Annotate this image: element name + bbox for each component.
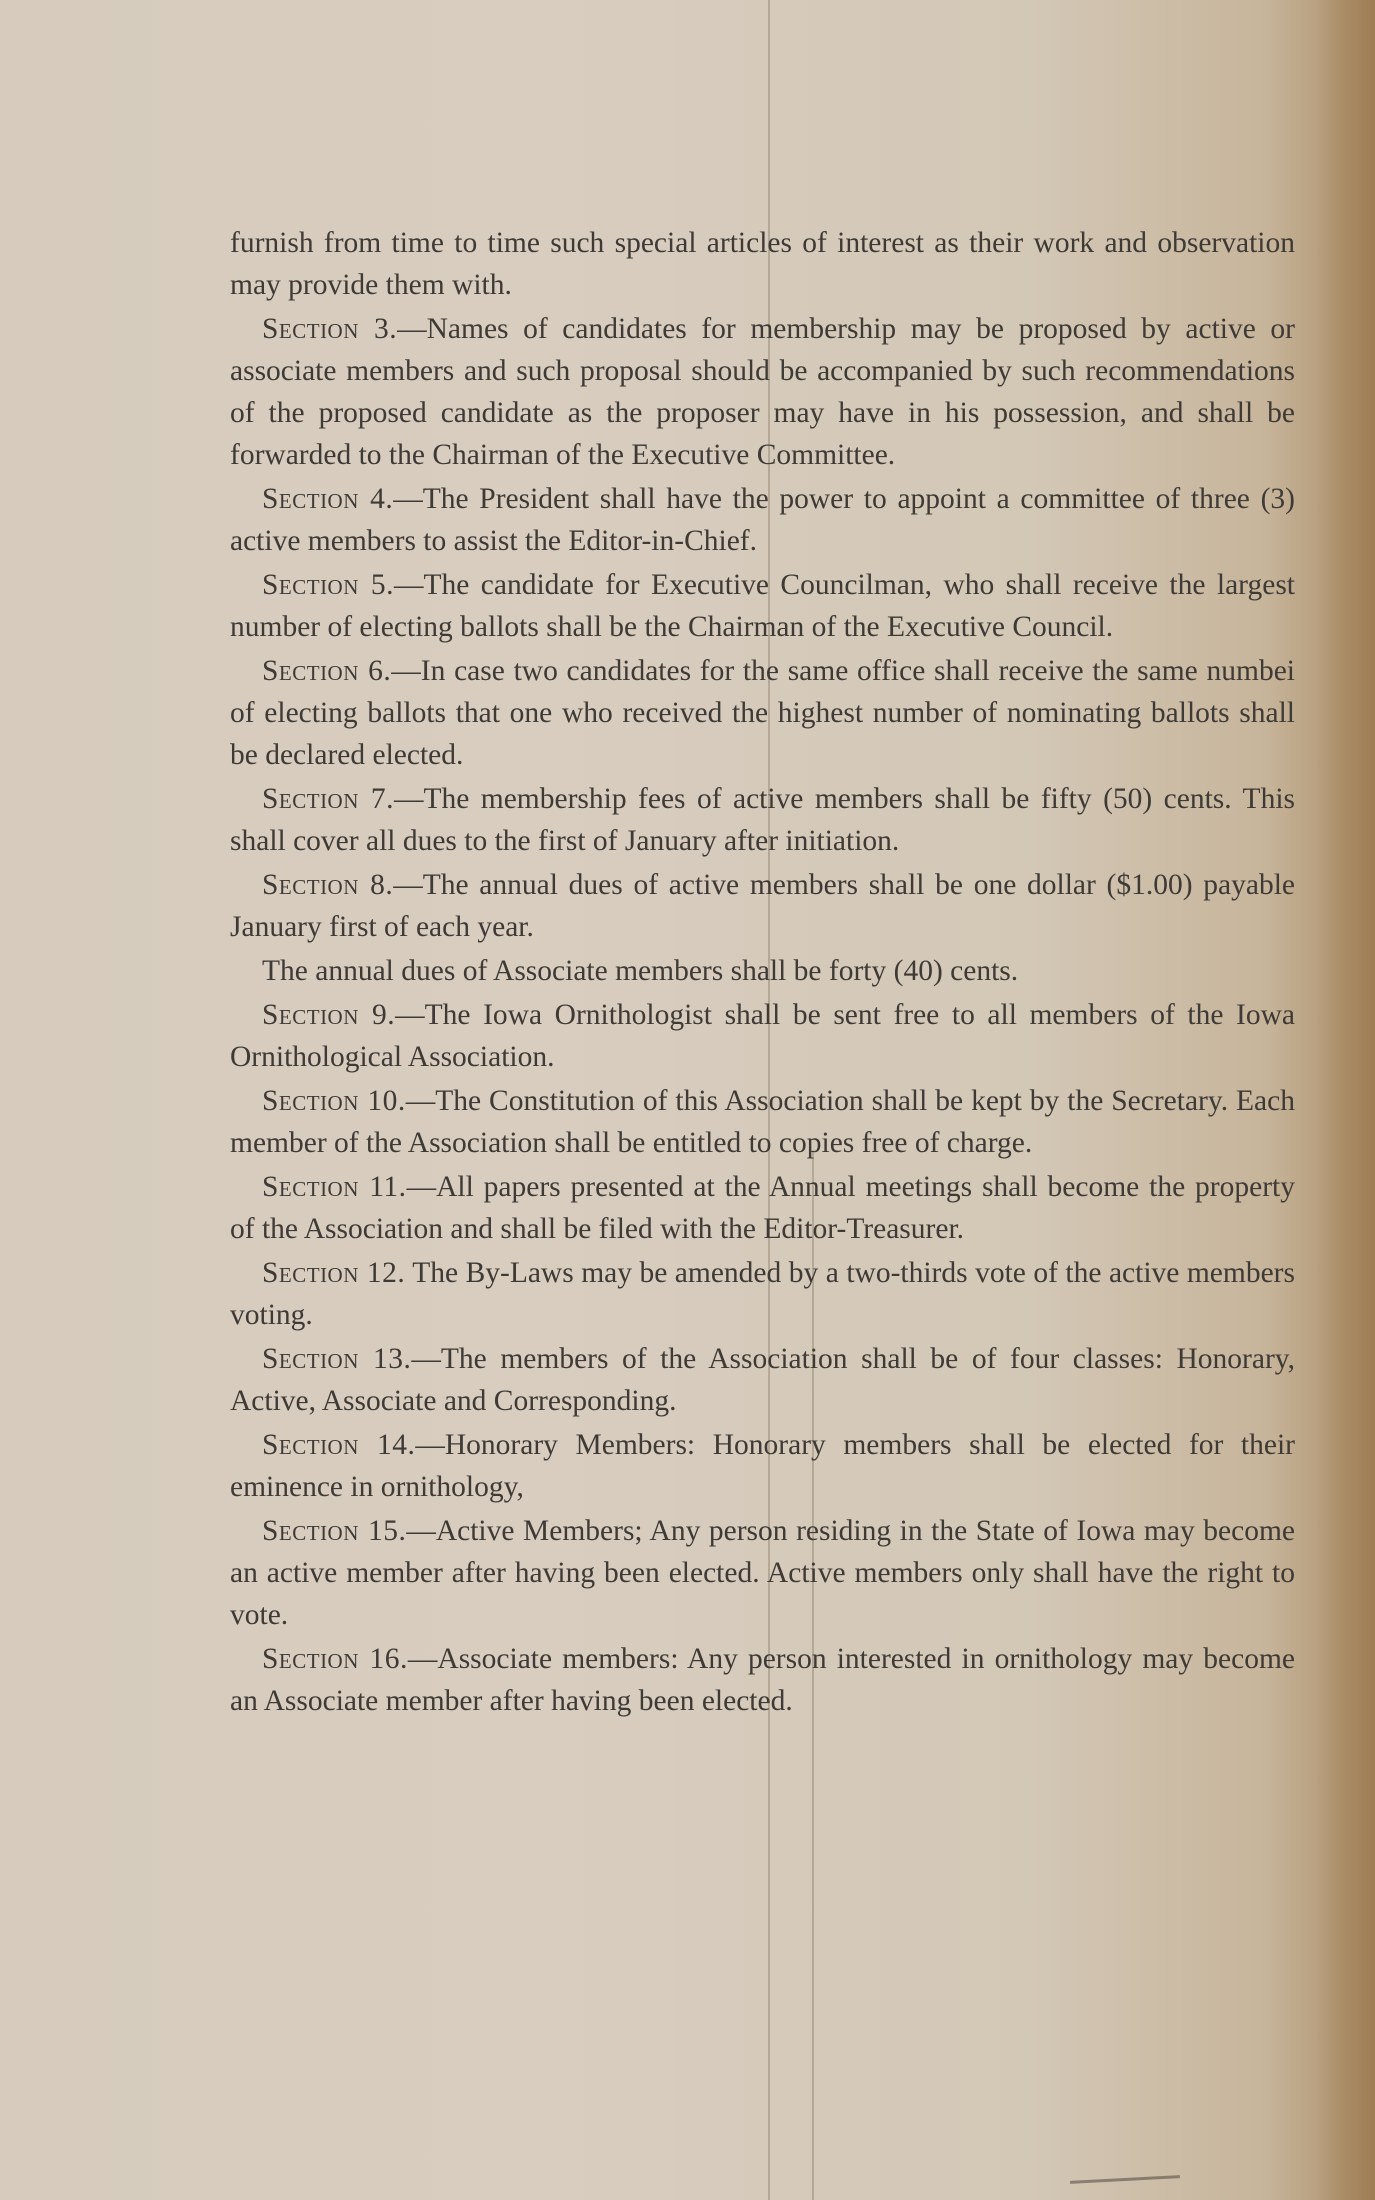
- paragraph-section-14: [230, 1424, 1295, 1508]
- section-heading: Section 3.: [262, 313, 398, 345]
- section-text: —Active Members; Any person residing in the State of Iowa may become an active member after having been elected. Active members only shall have the right to vote.: [230, 1515, 1295, 1631]
- section-heading: Section 12.: [262, 1257, 406, 1289]
- bylaws-text: [230, 222, 1295, 1722]
- section-heading: Section 14.: [262, 1429, 416, 1461]
- section-text: —The Iowa Ornithologist shall be sent free to all members of the Iowa Ornithological Association.: [230, 999, 1295, 1073]
- section-heading: Section 4.: [262, 483, 394, 515]
- section-text: —All papers presented at the Annual meetings shall become the property of the Association and shall be filed with the Editor-Treasurer.: [230, 1171, 1295, 1245]
- section-heading: Section 16.: [262, 1643, 408, 1675]
- paragraph-section-9: [230, 994, 1295, 1078]
- paragraph-section-3: [230, 308, 1295, 476]
- section-text: —In case two candidates for the same office shall receive the same numbei of electing ballots that one who received the highest number of nominating ballots shall be declared elected.: [230, 655, 1295, 771]
- section-heading: Section 13.: [262, 1343, 412, 1375]
- paragraph-associate-dues: [230, 950, 1295, 992]
- section-text: The By-Laws may be amended by a two-thirds vote of the active members voting.: [230, 1257, 1295, 1331]
- paragraph-continuation: furnish from time to time such special articles of interest as their work and observation may provide them with.: [230, 227, 1295, 301]
- section-text: —The President shall have the power to appoint a committee of three (3) active members to assist the Editor-in-Chief.: [230, 483, 1295, 557]
- paragraph-section-16: [230, 1638, 1295, 1722]
- section-text: —Honorary Members: Honorary members shall be elected for their eminence in ornithology,: [230, 1429, 1295, 1503]
- paragraph-section-5: [230, 564, 1295, 648]
- section-heading: Section 11.: [262, 1171, 407, 1203]
- ink-mark: [1070, 2175, 1180, 2184]
- paragraph-section-6: [230, 650, 1295, 776]
- section-text: —Associate members: Any person interested in ornithology may become an Associate member after having been elected.: [230, 1643, 1295, 1717]
- paragraph-section-10: [230, 1080, 1295, 1164]
- paper-edge-shadow: [1315, 0, 1375, 2200]
- paragraph-section-4: [230, 478, 1295, 562]
- section-heading: Section 10.: [262, 1085, 406, 1117]
- paragraph-section-13: [230, 1338, 1295, 1422]
- section-heading: Section 5.: [262, 569, 394, 601]
- section-heading: Section 8.: [262, 869, 394, 901]
- section-heading: Section 15.: [262, 1515, 407, 1547]
- section-text: —The annual dues of active members shall be one dollar ($1.00) payable January first of each year.: [230, 869, 1295, 943]
- section-heading: Section 6.: [262, 655, 392, 687]
- section-text: —The candidate for Executive Councilman, who shall receive the largest number of electing ballots shall be the Chairman of the Executive Council.: [230, 569, 1295, 643]
- section-text: —Names of candidates for membership may be proposed by active or associate members and such proposal should be accompanied by such recommendations of the proposed candidate as the proposer may have in his possession, and shall be forwarded to the Chairman of the Executive Committee.: [230, 313, 1295, 471]
- section-text: —The membership fees of active members shall be fifty (50) cents. This shall cover all dues to the first of January after initiation.: [230, 783, 1295, 857]
- paragraph-section-11: [230, 1166, 1295, 1250]
- paragraph-section-7: [230, 778, 1295, 862]
- section-text: —The Constitution of this Association shall be kept by the Secretary. Each member of the Association shall be entitled to copies free of charge.: [230, 1085, 1295, 1159]
- section-text: —The members of the Association shall be of four classes: Honorary, Active, Associate and Corresponding.: [230, 1343, 1295, 1417]
- section-heading: Section 9.: [262, 999, 396, 1031]
- paragraph-section-12: [230, 1252, 1295, 1336]
- paragraph-section-8: [230, 864, 1295, 948]
- section-text: The annual dues of Associate members shall be forty (40) cents.: [262, 955, 1019, 987]
- paragraph-section-15: [230, 1510, 1295, 1636]
- section-heading: Section 7.: [262, 783, 394, 815]
